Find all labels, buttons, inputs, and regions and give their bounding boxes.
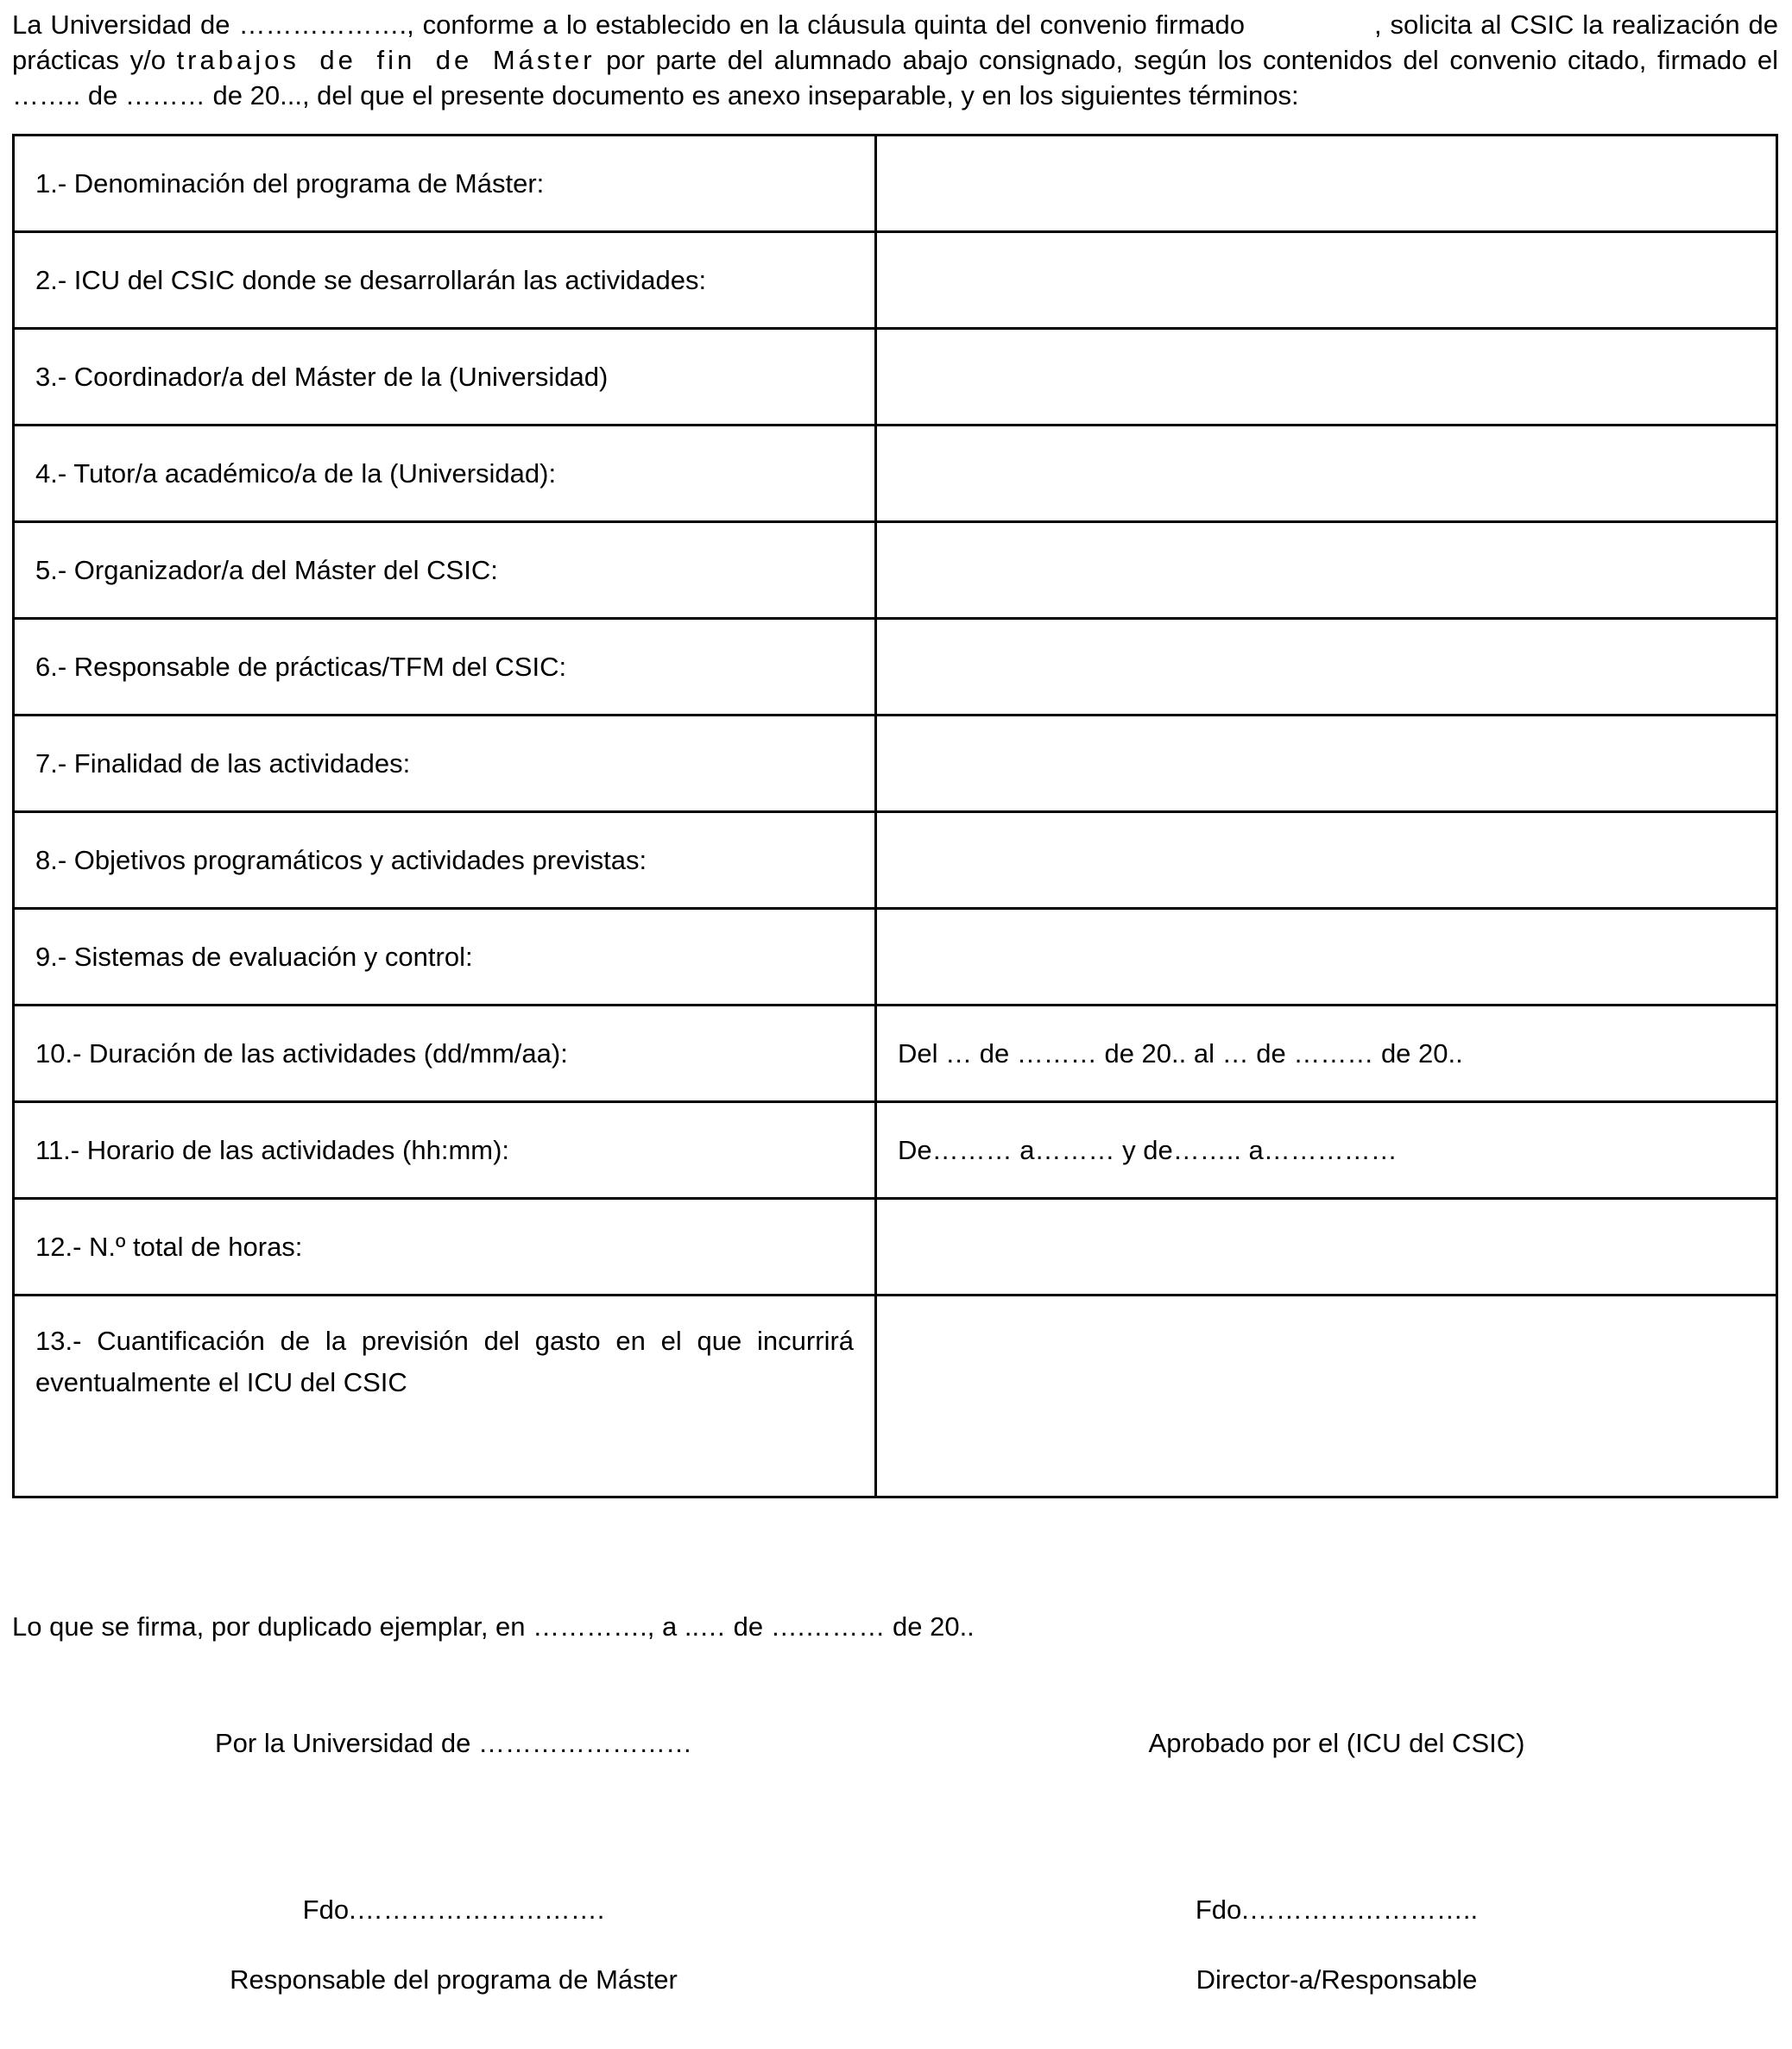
signature-right-title: Aprobado por el (ICU del CSIC) bbox=[1148, 1728, 1525, 1758]
intro-paragraph bbox=[12, 7, 1778, 113]
table-row bbox=[14, 1199, 1777, 1296]
row-value bbox=[876, 619, 1777, 716]
table-row bbox=[14, 1102, 1777, 1199]
row-value bbox=[876, 1199, 1777, 1296]
signature-columns bbox=[12, 1725, 1778, 1997]
row-label: 5.- Organizador/a del Máster del CSIC: bbox=[14, 522, 876, 619]
row-label: 4.- Tutor/a académico/a de la (Universidad): bbox=[14, 426, 876, 522]
row-label: 8.- Objetivos programáticos y actividades previstas: bbox=[14, 812, 876, 909]
table-row bbox=[14, 812, 1777, 909]
table-row bbox=[14, 522, 1777, 619]
row-value bbox=[876, 1296, 1777, 1497]
table-row bbox=[14, 426, 1777, 522]
row-label: 2.- ICU del CSIC donde se desarrollarán las actividades: bbox=[14, 232, 876, 329]
details-table bbox=[12, 134, 1778, 1498]
table-row bbox=[14, 1296, 1777, 1497]
table-row bbox=[14, 329, 1777, 426]
row-label: 9.- Sistemas de evaluación y control: bbox=[14, 909, 876, 1006]
row-value bbox=[876, 522, 1777, 619]
convenio-date-blank bbox=[1245, 33, 1374, 34]
intro-text-end: por parte del alumnado abajo consignado, según los contenidos del convenio citado, firmado el …….. de ……… de 20..., del que el presente documento es anexo inseparable, y en los siguientes términos: bbox=[12, 45, 1779, 110]
signature-right-fdo-line: Fdo.…………………….. bbox=[1195, 1895, 1479, 1925]
row-value bbox=[876, 426, 1777, 522]
row-label: 13.- Cuantificación de la previsión del gasto en el que incurrirá eventualmente el ICU del CSIC bbox=[14, 1296, 876, 1497]
row-value: De……… a……… y de…….. a…………… bbox=[876, 1102, 1777, 1199]
row-label: 6.- Responsable de prácticas/TFM del CSIC: bbox=[14, 619, 876, 716]
row-value bbox=[876, 232, 1777, 329]
signature-left-fdo-line: Fdo.………………………. bbox=[302, 1895, 605, 1925]
table-row bbox=[14, 232, 1777, 329]
row-value: Del … de ……… de 20.. al … de ……… de 20.. bbox=[876, 1006, 1777, 1102]
table-row bbox=[14, 909, 1777, 1006]
table-row bbox=[14, 136, 1777, 232]
row-label: 11.- Horario de las actividades (hh:mm): bbox=[14, 1102, 876, 1199]
row-value bbox=[876, 812, 1777, 909]
row-label: 12.- N.º total de horas: bbox=[14, 1199, 876, 1296]
row-value bbox=[876, 909, 1777, 1006]
row-label: 1.- Denominación del programa de Máster: bbox=[14, 136, 876, 232]
row-value bbox=[876, 716, 1777, 812]
signature-right-block bbox=[895, 1725, 1778, 1997]
signature-left-title: Por la Universidad de …………………… bbox=[215, 1728, 692, 1758]
row-value bbox=[876, 136, 1777, 232]
table-row bbox=[14, 716, 1777, 812]
signature-left-block bbox=[12, 1725, 895, 1997]
intro-text-start: La Universidad de ………………., conforme a lo establecido en la cláusula quinta del convenio firmado bbox=[12, 9, 1246, 40]
row-label: 3.- Coordinador/a del Máster de la (Universidad) bbox=[14, 329, 876, 426]
tfm-phrase: trabajos de fin de Máster bbox=[176, 45, 596, 75]
row-label: 7.- Finalidad de las actividades: bbox=[14, 716, 876, 812]
table-row bbox=[14, 1006, 1777, 1102]
signature-right-role: Director-a/Responsable bbox=[1196, 1964, 1478, 1995]
row-label: 10.- Duración de las actividades (dd/mm/aa): bbox=[14, 1006, 876, 1102]
table-row bbox=[14, 619, 1777, 716]
row-value bbox=[876, 329, 1777, 426]
intro-text-mid: , solicita al CSIC la realización de prácticas y/o bbox=[12, 9, 1778, 75]
signature-left-role: Responsable del programa de Máster bbox=[230, 1964, 678, 1995]
signature-statement: Lo que se firma, por duplicado ejemplar, en …………., a ..… de ….……… de 20.. bbox=[12, 1611, 975, 1642]
